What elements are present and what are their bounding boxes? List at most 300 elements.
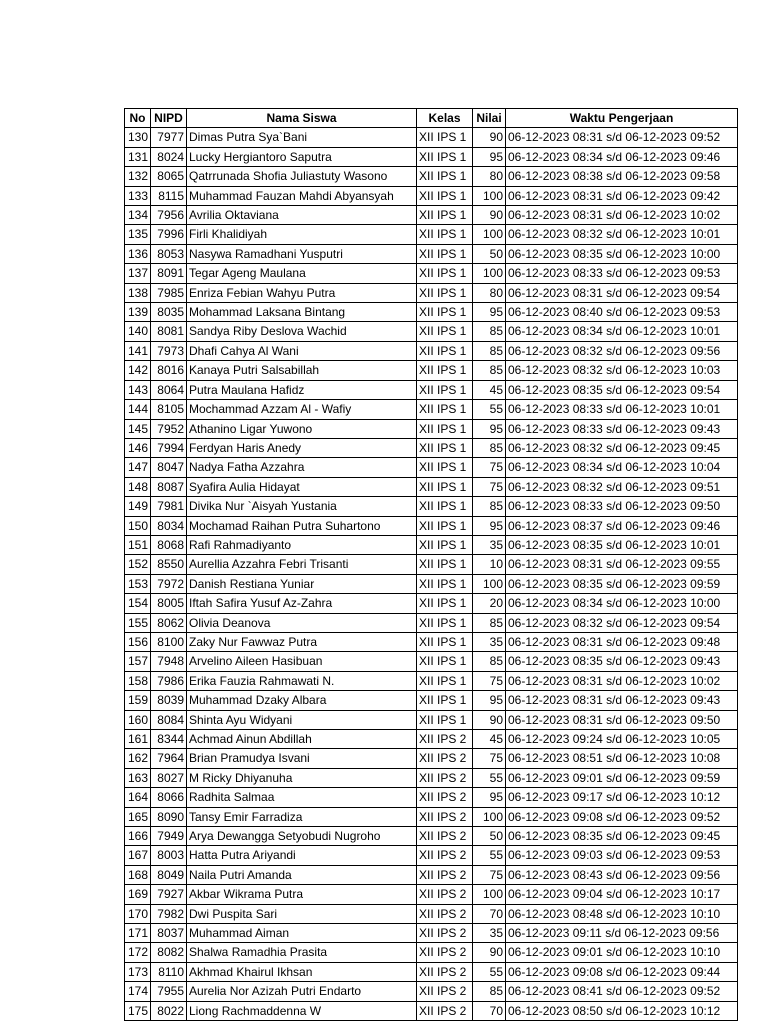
cell-waktu-pengerjaan: 06-12-2023 08:37 s/d 06-12-2023 09:46 <box>506 516 738 535</box>
cell-nipd: 8105 <box>151 400 187 419</box>
cell-kelas: XII IPS 1 <box>417 671 473 690</box>
table-row <box>125 477 738 496</box>
cell-no: 143 <box>125 380 151 399</box>
cell-nilai: 100 <box>473 574 506 593</box>
cell-kelas: XII IPS 1 <box>417 652 473 671</box>
cell-nama-siswa: Firli Khalidiyah <box>187 225 417 244</box>
cell-waktu-pengerjaan: 06-12-2023 09:08 s/d 06-12-2023 09:44 <box>506 962 738 981</box>
cell-no: 155 <box>125 613 151 632</box>
cell-nilai: 85 <box>473 497 506 516</box>
cell-waktu-pengerjaan: 06-12-2023 09:08 s/d 06-12-2023 09:52 <box>506 807 738 826</box>
cell-nipd: 8053 <box>151 244 187 263</box>
cell-no: 145 <box>125 419 151 438</box>
cell-kelas: XII IPS 1 <box>417 322 473 341</box>
cell-nipd: 7964 <box>151 749 187 768</box>
cell-nilai: 95 <box>473 419 506 438</box>
cell-kelas: XII IPS 1 <box>417 691 473 710</box>
cell-no: 171 <box>125 924 151 943</box>
cell-kelas: XII IPS 1 <box>417 361 473 380</box>
cell-kelas: XII IPS 2 <box>417 807 473 826</box>
cell-nipd: 8344 <box>151 730 187 749</box>
cell-nama-siswa: Naila Putri Amanda <box>187 865 417 884</box>
cell-no: 170 <box>125 904 151 923</box>
cell-kelas: XII IPS 1 <box>417 535 473 554</box>
cell-kelas: XII IPS 2 <box>417 885 473 904</box>
cell-nipd: 8027 <box>151 768 187 787</box>
cell-nama-siswa: Aurelia Nor Azizah Putri Endarto <box>187 982 417 1001</box>
table-row <box>125 264 738 283</box>
cell-waktu-pengerjaan: 06-12-2023 08:48 s/d 06-12-2023 10:10 <box>506 904 738 923</box>
cell-waktu-pengerjaan: 06-12-2023 08:31 s/d 06-12-2023 09:43 <box>506 691 738 710</box>
cell-nipd: 8064 <box>151 380 187 399</box>
cell-kelas: XII IPS 1 <box>417 380 473 399</box>
cell-nilai: 85 <box>473 982 506 1001</box>
table-row <box>125 283 738 302</box>
cell-nipd: 8016 <box>151 361 187 380</box>
cell-kelas: XII IPS 1 <box>417 516 473 535</box>
cell-nama-siswa: Akhmad Khairul Ikhsan <box>187 962 417 981</box>
cell-nama-siswa: Shalwa Ramadhia Prasita <box>187 943 417 962</box>
cell-nipd: 7955 <box>151 982 187 1001</box>
cell-no: 132 <box>125 167 151 186</box>
table-row <box>125 613 738 632</box>
cell-no: 172 <box>125 943 151 962</box>
table-row <box>125 380 738 399</box>
header-kelas: Kelas <box>417 109 473 128</box>
cell-waktu-pengerjaan: 06-12-2023 08:31 s/d 06-12-2023 09:42 <box>506 186 738 205</box>
cell-nipd: 7996 <box>151 225 187 244</box>
cell-waktu-pengerjaan: 06-12-2023 08:35 s/d 06-12-2023 09:54 <box>506 380 738 399</box>
cell-no: 153 <box>125 574 151 593</box>
cell-no: 147 <box>125 458 151 477</box>
cell-no: 131 <box>125 147 151 166</box>
table-row <box>125 497 738 516</box>
cell-nama-siswa: Enriza Febian Wahyu Putra <box>187 283 417 302</box>
table-row <box>125 147 738 166</box>
cell-no: 164 <box>125 788 151 807</box>
cell-nipd: 7972 <box>151 574 187 593</box>
table-row <box>125 807 738 826</box>
cell-waktu-pengerjaan: 06-12-2023 08:31 s/d 06-12-2023 10:02 <box>506 206 738 225</box>
cell-nilai: 85 <box>473 341 506 360</box>
table-row <box>125 788 738 807</box>
cell-no: 152 <box>125 555 151 574</box>
cell-nipd: 8091 <box>151 264 187 283</box>
cell-no: 154 <box>125 594 151 613</box>
cell-nipd: 8037 <box>151 924 187 943</box>
cell-nama-siswa: Divika Nur `Aisyah Yustania <box>187 497 417 516</box>
cell-nama-siswa: Danish Restiana Yuniar <box>187 574 417 593</box>
cell-nama-siswa: Lucky Hergiantoro Saputra <box>187 147 417 166</box>
cell-waktu-pengerjaan: 06-12-2023 08:34 s/d 06-12-2023 10:01 <box>506 322 738 341</box>
cell-no: 150 <box>125 516 151 535</box>
cell-no: 130 <box>125 128 151 147</box>
cell-kelas: XII IPS 1 <box>417 594 473 613</box>
cell-nama-siswa: Tansy Emir Farradiza <box>187 807 417 826</box>
cell-no: 160 <box>125 710 151 729</box>
cell-kelas: XII IPS 2 <box>417 924 473 943</box>
cell-nipd: 7977 <box>151 128 187 147</box>
cell-waktu-pengerjaan: 06-12-2023 08:43 s/d 06-12-2023 09:56 <box>506 865 738 884</box>
cell-kelas: XII IPS 1 <box>417 555 473 574</box>
cell-nipd: 8068 <box>151 535 187 554</box>
cell-nama-siswa: Kanaya Putri Salsabillah <box>187 361 417 380</box>
cell-nipd: 8047 <box>151 458 187 477</box>
cell-nilai: 95 <box>473 303 506 322</box>
table-row <box>125 458 738 477</box>
header-waktu-pengerjaan: Waktu Pengerjaan <box>506 109 738 128</box>
cell-waktu-pengerjaan: 06-12-2023 08:35 s/d 06-12-2023 09:43 <box>506 652 738 671</box>
cell-nilai: 90 <box>473 206 506 225</box>
table-row <box>125 710 738 729</box>
cell-waktu-pengerjaan: 06-12-2023 08:38 s/d 06-12-2023 09:58 <box>506 167 738 186</box>
cell-nilai: 35 <box>473 632 506 651</box>
cell-nama-siswa: Iftah Safira Yusuf Az-Zahra <box>187 594 417 613</box>
cell-kelas: XII IPS 1 <box>417 458 473 477</box>
cell-nipd: 7973 <box>151 341 187 360</box>
cell-nilai: 85 <box>473 652 506 671</box>
cell-waktu-pengerjaan: 06-12-2023 08:35 s/d 06-12-2023 09:59 <box>506 574 738 593</box>
cell-nama-siswa: Syafira Aulia Hidayat <box>187 477 417 496</box>
cell-nipd: 8081 <box>151 322 187 341</box>
cell-nilai: 85 <box>473 438 506 457</box>
cell-kelas: XII IPS 1 <box>417 574 473 593</box>
cell-no: 151 <box>125 535 151 554</box>
score-table <box>124 108 738 1021</box>
cell-waktu-pengerjaan: 06-12-2023 08:31 s/d 06-12-2023 09:50 <box>506 710 738 729</box>
cell-nilai: 10 <box>473 555 506 574</box>
cell-nama-siswa: Arvelino Aileen Hasibuan <box>187 652 417 671</box>
table-row <box>125 438 738 457</box>
cell-nama-siswa: Muhammad Fauzan Mahdi Abyansyah <box>187 186 417 205</box>
cell-nama-siswa: Dimas Putra Sya`Bani <box>187 128 417 147</box>
cell-waktu-pengerjaan: 06-12-2023 08:33 s/d 06-12-2023 10:01 <box>506 400 738 419</box>
cell-no: 163 <box>125 768 151 787</box>
cell-waktu-pengerjaan: 06-12-2023 08:35 s/d 06-12-2023 10:00 <box>506 244 738 263</box>
cell-no: 142 <box>125 361 151 380</box>
cell-nilai: 100 <box>473 264 506 283</box>
cell-nilai: 90 <box>473 710 506 729</box>
cell-nilai: 80 <box>473 167 506 186</box>
cell-nilai: 95 <box>473 788 506 807</box>
table-header-row <box>125 109 738 128</box>
cell-nama-siswa: Athanino Ligar Yuwono <box>187 419 417 438</box>
cell-no: 149 <box>125 497 151 516</box>
cell-no: 148 <box>125 477 151 496</box>
table-row <box>125 924 738 943</box>
cell-nilai: 55 <box>473 400 506 419</box>
cell-no: 173 <box>125 962 151 981</box>
table-row <box>125 865 738 884</box>
cell-no: 168 <box>125 865 151 884</box>
cell-nipd: 7981 <box>151 497 187 516</box>
cell-no: 165 <box>125 807 151 826</box>
table-row <box>125 632 738 651</box>
cell-waktu-pengerjaan: 06-12-2023 08:50 s/d 06-12-2023 10:12 <box>506 1001 738 1020</box>
cell-waktu-pengerjaan: 06-12-2023 08:33 s/d 06-12-2023 09:43 <box>506 419 738 438</box>
cell-nilai: 85 <box>473 613 506 632</box>
cell-kelas: XII IPS 2 <box>417 1001 473 1020</box>
cell-nilai: 85 <box>473 361 506 380</box>
cell-nilai: 35 <box>473 535 506 554</box>
cell-nilai: 90 <box>473 943 506 962</box>
table-row <box>125 186 738 205</box>
cell-waktu-pengerjaan: 06-12-2023 08:32 s/d 06-12-2023 10:03 <box>506 361 738 380</box>
table-row <box>125 904 738 923</box>
cell-waktu-pengerjaan: 06-12-2023 08:34 s/d 06-12-2023 10:00 <box>506 594 738 613</box>
cell-nama-siswa: Putra Maulana Hafidz <box>187 380 417 399</box>
cell-waktu-pengerjaan: 06-12-2023 08:32 s/d 06-12-2023 09:54 <box>506 613 738 632</box>
cell-kelas: XII IPS 1 <box>417 128 473 147</box>
cell-nipd: 7982 <box>151 904 187 923</box>
cell-no: 135 <box>125 225 151 244</box>
cell-waktu-pengerjaan: 06-12-2023 09:24 s/d 06-12-2023 10:05 <box>506 730 738 749</box>
header-nilai: Nilai <box>473 109 506 128</box>
cell-no: 140 <box>125 322 151 341</box>
cell-waktu-pengerjaan: 06-12-2023 08:40 s/d 06-12-2023 09:53 <box>506 303 738 322</box>
table-row <box>125 846 738 865</box>
cell-nipd: 7994 <box>151 438 187 457</box>
table-row <box>125 361 738 380</box>
cell-nama-siswa: Ferdyan Haris Anedy <box>187 438 417 457</box>
cell-nipd: 8084 <box>151 710 187 729</box>
table-row <box>125 516 738 535</box>
table-row <box>125 962 738 981</box>
cell-waktu-pengerjaan: 06-12-2023 08:33 s/d 06-12-2023 09:50 <box>506 497 738 516</box>
cell-no: 174 <box>125 982 151 1001</box>
cell-waktu-pengerjaan: 06-12-2023 08:51 s/d 06-12-2023 10:08 <box>506 749 738 768</box>
cell-nilai: 45 <box>473 380 506 399</box>
cell-nama-siswa: Dhafi Cahya Al Wani <box>187 341 417 360</box>
cell-kelas: XII IPS 1 <box>417 477 473 496</box>
table-row <box>125 943 738 962</box>
cell-no: 139 <box>125 303 151 322</box>
cell-nama-siswa: Hatta Putra Ariyandi <box>187 846 417 865</box>
cell-waktu-pengerjaan: 06-12-2023 09:01 s/d 06-12-2023 09:59 <box>506 768 738 787</box>
cell-nilai: 100 <box>473 885 506 904</box>
header-nama-siswa: Nama Siswa <box>187 109 417 128</box>
cell-nipd: 8090 <box>151 807 187 826</box>
cell-waktu-pengerjaan: 06-12-2023 08:32 s/d 06-12-2023 10:01 <box>506 225 738 244</box>
cell-no: 175 <box>125 1001 151 1020</box>
cell-no: 133 <box>125 186 151 205</box>
table-row <box>125 574 738 593</box>
cell-kelas: XII IPS 1 <box>417 613 473 632</box>
cell-no: 167 <box>125 846 151 865</box>
cell-nama-siswa: Qatrrunada Shofia Juliastuty Wasono <box>187 167 417 186</box>
cell-waktu-pengerjaan: 06-12-2023 09:03 s/d 06-12-2023 09:53 <box>506 846 738 865</box>
cell-kelas: XII IPS 1 <box>417 225 473 244</box>
cell-nipd: 8034 <box>151 516 187 535</box>
cell-nipd: 8100 <box>151 632 187 651</box>
table-row <box>125 206 738 225</box>
cell-kelas: XII IPS 2 <box>417 730 473 749</box>
header-no: No <box>125 109 151 128</box>
cell-nilai: 50 <box>473 244 506 263</box>
cell-nipd: 7952 <box>151 419 187 438</box>
cell-nama-siswa: Tegar Ageng Maulana <box>187 264 417 283</box>
cell-nilai: 55 <box>473 768 506 787</box>
cell-kelas: XII IPS 1 <box>417 400 473 419</box>
cell-kelas: XII IPS 2 <box>417 788 473 807</box>
cell-nama-siswa: Olivia Deanova <box>187 613 417 632</box>
cell-nipd: 8082 <box>151 943 187 962</box>
table-row <box>125 167 738 186</box>
cell-nama-siswa: Nasywa Ramadhani Yusputri <box>187 244 417 263</box>
cell-nipd: 8115 <box>151 186 187 205</box>
cell-nama-siswa: Arya Dewangga Setyobudi Nugroho <box>187 827 417 846</box>
table-row <box>125 322 738 341</box>
cell-waktu-pengerjaan: 06-12-2023 08:31 s/d 06-12-2023 09:55 <box>506 555 738 574</box>
cell-nipd: 8035 <box>151 303 187 322</box>
cell-nilai: 100 <box>473 225 506 244</box>
cell-kelas: XII IPS 2 <box>417 904 473 923</box>
cell-nilai: 95 <box>473 516 506 535</box>
cell-waktu-pengerjaan: 06-12-2023 08:34 s/d 06-12-2023 09:46 <box>506 147 738 166</box>
cell-nipd: 8550 <box>151 555 187 574</box>
table-body <box>125 128 738 1021</box>
table-row <box>125 691 738 710</box>
table-row <box>125 555 738 574</box>
cell-nama-siswa: Brian Pramudya Isvani <box>187 749 417 768</box>
cell-nilai: 45 <box>473 730 506 749</box>
cell-nipd: 8039 <box>151 691 187 710</box>
cell-no: 137 <box>125 264 151 283</box>
cell-no: 136 <box>125 244 151 263</box>
cell-nipd: 7948 <box>151 652 187 671</box>
cell-nama-siswa: Sandya Riby Deslova Wachid <box>187 322 417 341</box>
cell-nilai: 100 <box>473 807 506 826</box>
cell-no: 141 <box>125 341 151 360</box>
table-row <box>125 1001 738 1020</box>
cell-waktu-pengerjaan: 06-12-2023 08:31 s/d 06-12-2023 10:02 <box>506 671 738 690</box>
table-row <box>125 128 738 147</box>
cell-kelas: XII IPS 2 <box>417 768 473 787</box>
cell-nipd: 8065 <box>151 167 187 186</box>
cell-nipd: 8049 <box>151 865 187 884</box>
cell-nipd: 7949 <box>151 827 187 846</box>
cell-nama-siswa: Liong Rachmaddenna W <box>187 1001 417 1020</box>
cell-nama-siswa: M Ricky Dhiyanuha <box>187 768 417 787</box>
cell-nama-siswa: Muhammad Aiman <box>187 924 417 943</box>
table-row <box>125 341 738 360</box>
cell-kelas: XII IPS 1 <box>417 710 473 729</box>
cell-waktu-pengerjaan: 06-12-2023 08:31 s/d 06-12-2023 09:52 <box>506 128 738 147</box>
cell-nama-siswa: Erika Fauzia Rahmawati N. <box>187 671 417 690</box>
cell-nama-siswa: Zaky Nur Fawwaz Putra <box>187 632 417 651</box>
cell-waktu-pengerjaan: 06-12-2023 09:17 s/d 06-12-2023 10:12 <box>506 788 738 807</box>
cell-waktu-pengerjaan: 06-12-2023 09:01 s/d 06-12-2023 10:10 <box>506 943 738 962</box>
cell-no: 166 <box>125 827 151 846</box>
cell-kelas: XII IPS 1 <box>417 206 473 225</box>
cell-nipd: 8062 <box>151 613 187 632</box>
cell-kelas: XII IPS 1 <box>417 244 473 263</box>
table-row <box>125 730 738 749</box>
cell-kelas: XII IPS 2 <box>417 982 473 1001</box>
cell-nipd: 8110 <box>151 962 187 981</box>
cell-nilai: 75 <box>473 671 506 690</box>
cell-no: 146 <box>125 438 151 457</box>
cell-waktu-pengerjaan: 06-12-2023 09:11 s/d 06-12-2023 09:56 <box>506 924 738 943</box>
cell-no: 138 <box>125 283 151 302</box>
table-row <box>125 982 738 1001</box>
cell-waktu-pengerjaan: 06-12-2023 08:41 s/d 06-12-2023 09:52 <box>506 982 738 1001</box>
cell-nama-siswa: Aurellia Azzahra Febri Trisanti <box>187 555 417 574</box>
cell-nama-siswa: Mohammad Laksana Bintang <box>187 303 417 322</box>
cell-nipd: 8005 <box>151 594 187 613</box>
cell-nipd: 8087 <box>151 477 187 496</box>
cell-nama-siswa: Dwi Puspita Sari <box>187 904 417 923</box>
table-row <box>125 419 738 438</box>
cell-nilai: 75 <box>473 477 506 496</box>
cell-nilai: 85 <box>473 322 506 341</box>
cell-waktu-pengerjaan: 06-12-2023 08:31 s/d 06-12-2023 09:48 <box>506 632 738 651</box>
table-row <box>125 652 738 671</box>
cell-kelas: XII IPS 1 <box>417 167 473 186</box>
cell-nama-siswa: Shinta Ayu Widyani <box>187 710 417 729</box>
table-row <box>125 225 738 244</box>
cell-nipd: 7927 <box>151 885 187 904</box>
cell-nipd: 8003 <box>151 846 187 865</box>
cell-kelas: XII IPS 2 <box>417 943 473 962</box>
cell-nilai: 55 <box>473 962 506 981</box>
cell-nama-siswa: Akbar Wikrama Putra <box>187 885 417 904</box>
cell-nipd: 8022 <box>151 1001 187 1020</box>
cell-nilai: 100 <box>473 186 506 205</box>
cell-kelas: XII IPS 1 <box>417 303 473 322</box>
cell-nama-siswa: Muhammad Dzaky Albara <box>187 691 417 710</box>
cell-kelas: XII IPS 1 <box>417 341 473 360</box>
cell-nipd: 8066 <box>151 788 187 807</box>
cell-waktu-pengerjaan: 06-12-2023 08:35 s/d 06-12-2023 10:01 <box>506 535 738 554</box>
cell-waktu-pengerjaan: 06-12-2023 08:32 s/d 06-12-2023 09:45 <box>506 438 738 457</box>
cell-nilai: 35 <box>473 924 506 943</box>
cell-nama-siswa: Nadya Fatha Azzahra <box>187 458 417 477</box>
cell-nipd: 7985 <box>151 283 187 302</box>
cell-nama-siswa: Mochammad Azzam Al - Wafiy <box>187 400 417 419</box>
cell-waktu-pengerjaan: 06-12-2023 08:34 s/d 06-12-2023 10:04 <box>506 458 738 477</box>
table-row <box>125 671 738 690</box>
cell-nilai: 55 <box>473 846 506 865</box>
header-nipd: NIPD <box>151 109 187 128</box>
cell-nilai: 70 <box>473 1001 506 1020</box>
cell-waktu-pengerjaan: 06-12-2023 08:32 s/d 06-12-2023 09:51 <box>506 477 738 496</box>
cell-nilai: 80 <box>473 283 506 302</box>
table-row <box>125 885 738 904</box>
cell-nilai: 75 <box>473 865 506 884</box>
cell-kelas: XII IPS 2 <box>417 846 473 865</box>
cell-nilai: 95 <box>473 147 506 166</box>
cell-waktu-pengerjaan: 06-12-2023 09:04 s/d 06-12-2023 10:17 <box>506 885 738 904</box>
table-row <box>125 535 738 554</box>
table-row <box>125 244 738 263</box>
cell-no: 161 <box>125 730 151 749</box>
cell-no: 157 <box>125 652 151 671</box>
cell-no: 169 <box>125 885 151 904</box>
cell-nama-siswa: Avrilia Oktaviana <box>187 206 417 225</box>
cell-nama-siswa: Achmad Ainun Abdillah <box>187 730 417 749</box>
cell-no: 162 <box>125 749 151 768</box>
cell-no: 134 <box>125 206 151 225</box>
table-row <box>125 594 738 613</box>
cell-nama-siswa: Rafi Rahmadiyanto <box>187 535 417 554</box>
table-row <box>125 749 738 768</box>
cell-no: 156 <box>125 632 151 651</box>
cell-nama-siswa: Mochamad Raihan Putra Suhartono <box>187 516 417 535</box>
cell-kelas: XII IPS 2 <box>417 865 473 884</box>
cell-no: 159 <box>125 691 151 710</box>
cell-kelas: XII IPS 1 <box>417 632 473 651</box>
